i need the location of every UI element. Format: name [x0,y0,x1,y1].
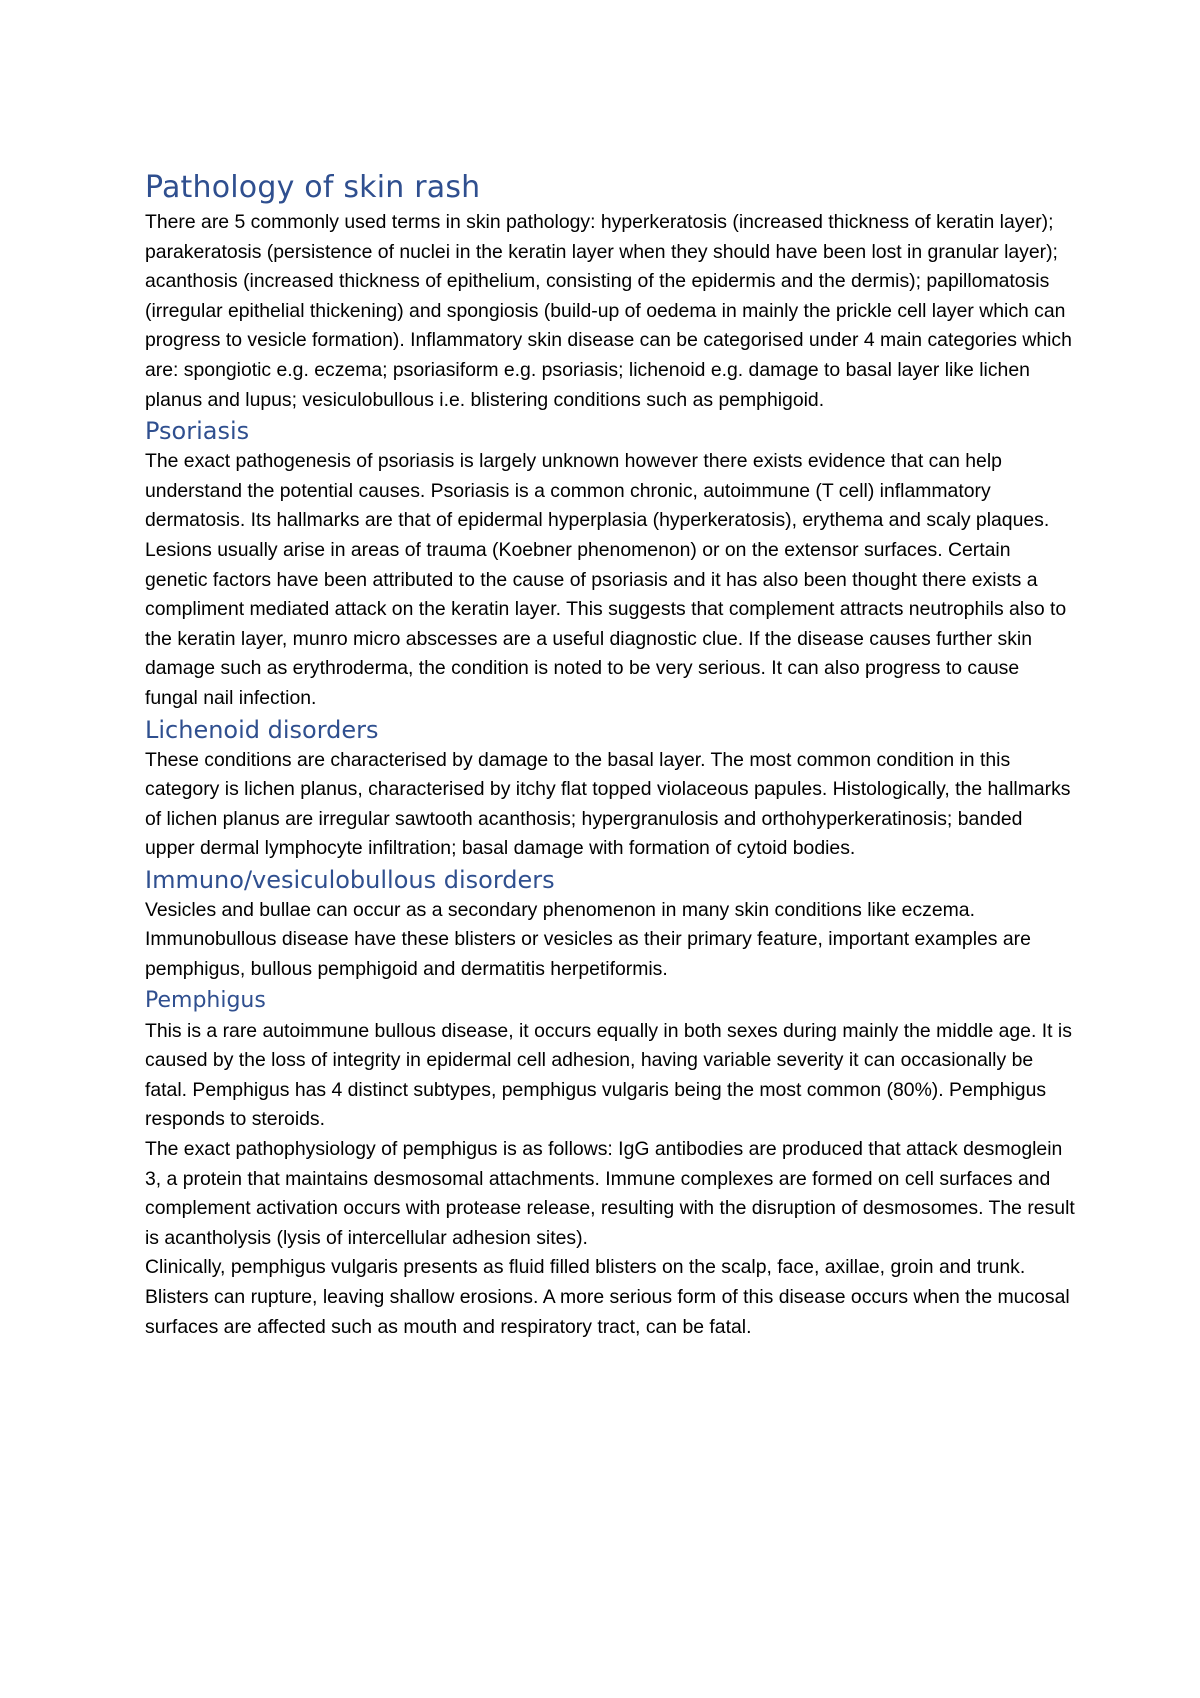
section-heading-pemphigus: Pemphigus [145,987,266,1013]
immuno-paragraph: Vesicles and bullae can occur as a secondary phenomenon in many skin conditions like eczema. Immunobullous disease have these blisters or vesicles as their primary feature, important examples are pemphigus, bullous pemphigoid and dermatitis herpetiformis. [145,898,1031,981]
section-heading-psoriasis: Psoriasis [145,417,250,446]
lichenoid-paragraph: These conditions are characterised by damage to the basal layer. The most common condition in this category is lichen planus, characterised by itchy flat topped violaceous papules. Histologically, the hallmarks of lichen planus are irregular sawtooth acanthosis; hypergranulosis and orthohyperkeratinosis; banded upper dermal lymphocyte infiltration; basal damage with formation of cytoid bodies. [145,748,1071,860]
document-page [145,168,1075,1342]
intro-paragraph: There are 5 commonly used terms in skin pathology: hyperkeratosis (increased thickness of keratin layer); parakeratosis (persistence of nuclei in the keratin layer when they should have been lost in granular layer); acanthosis (increased thickness of epithelium, consisting of the epidermis and the dermis); papillomatosis (irregular epithelial thickening) and spongiosis (build-up of oedema in mainly the prickle cell layer which can progress to vesicle formation). Inflammatory skin disease can be categorised under 4 main categories which are: spongiotic e.g. eczema; psoriasiform e.g. psoriasis; lichenoid e.g. damage to basal layer like lichen planus and lupus; vesiculobullous i.e. blistering conditions such as pemphigoid. [145,211,1072,411]
pemphigus-paragraph-1: This is a rare autoimmune bullous disease, it occurs equally in both sexes during mainly the middle age. It is caused by the loss of integrity in epidermal cell adhesion, having variable severity it can occasionally be fatal. Pemphigus has 4 distinct subtypes, pemphigus vulgaris being the most common (80%). Pemphigus responds to steroids. [145,1019,1072,1131]
section-heading-lichenoid: Lichenoid disorders [145,715,379,744]
psoriasis-paragraph: The exact pathogenesis of psoriasis is largely unknown however there exists evidence that can help understand the potential causes. Psoriasis is a common chronic, autoimmune (T cell) inflammatory dermatosis. Its hallmarks are that of epidermal hyperplasia (hyperkeratosis), erythema and scaly plaques. Lesions usually arise in areas of trauma (Koebner phenomenon) or on the extensor surfaces. Certain genetic factors have been attributed to the cause of psoriasis and it has also been thought there exists a compliment mediated attack on the keratin layer. This suggests that complement attracts neutrophils also to the keratin layer, munro micro abscesses are a useful diagnostic clue. If the disease causes further skin damage such as erythroderma, the condition is noted to be very serious. It can also progress to cause fungal nail infection. [145,450,1067,709]
page-title: Pathology of skin rash [145,170,481,205]
pemphigus-paragraph-3: Clinically, pemphigus vulgaris presents as fluid filled blisters on the scalp, face, axillae, groin and trunk. Blisters can rupture, leaving shallow erosions. A more serious form of this disease occurs when the mucosal surfaces are affected such as mouth and respiratory tract, can be fatal. [145,1256,1070,1338]
section-heading-immuno: Immuno/vesiculobullous disorders [145,865,555,894]
pemphigus-paragraph-2: The exact pathophysiology of pemphigus is as follows: IgG antibodies are produced that attack desmoglein 3, a protein that maintains desmosomal attachments. Immune complexes are formed on cell surfaces and complement activation occurs with protease release, resulting with the disruption of desmosomes. The result is acantholysis (lysis of intercellular adhesion sites). [145,1138,1075,1249]
